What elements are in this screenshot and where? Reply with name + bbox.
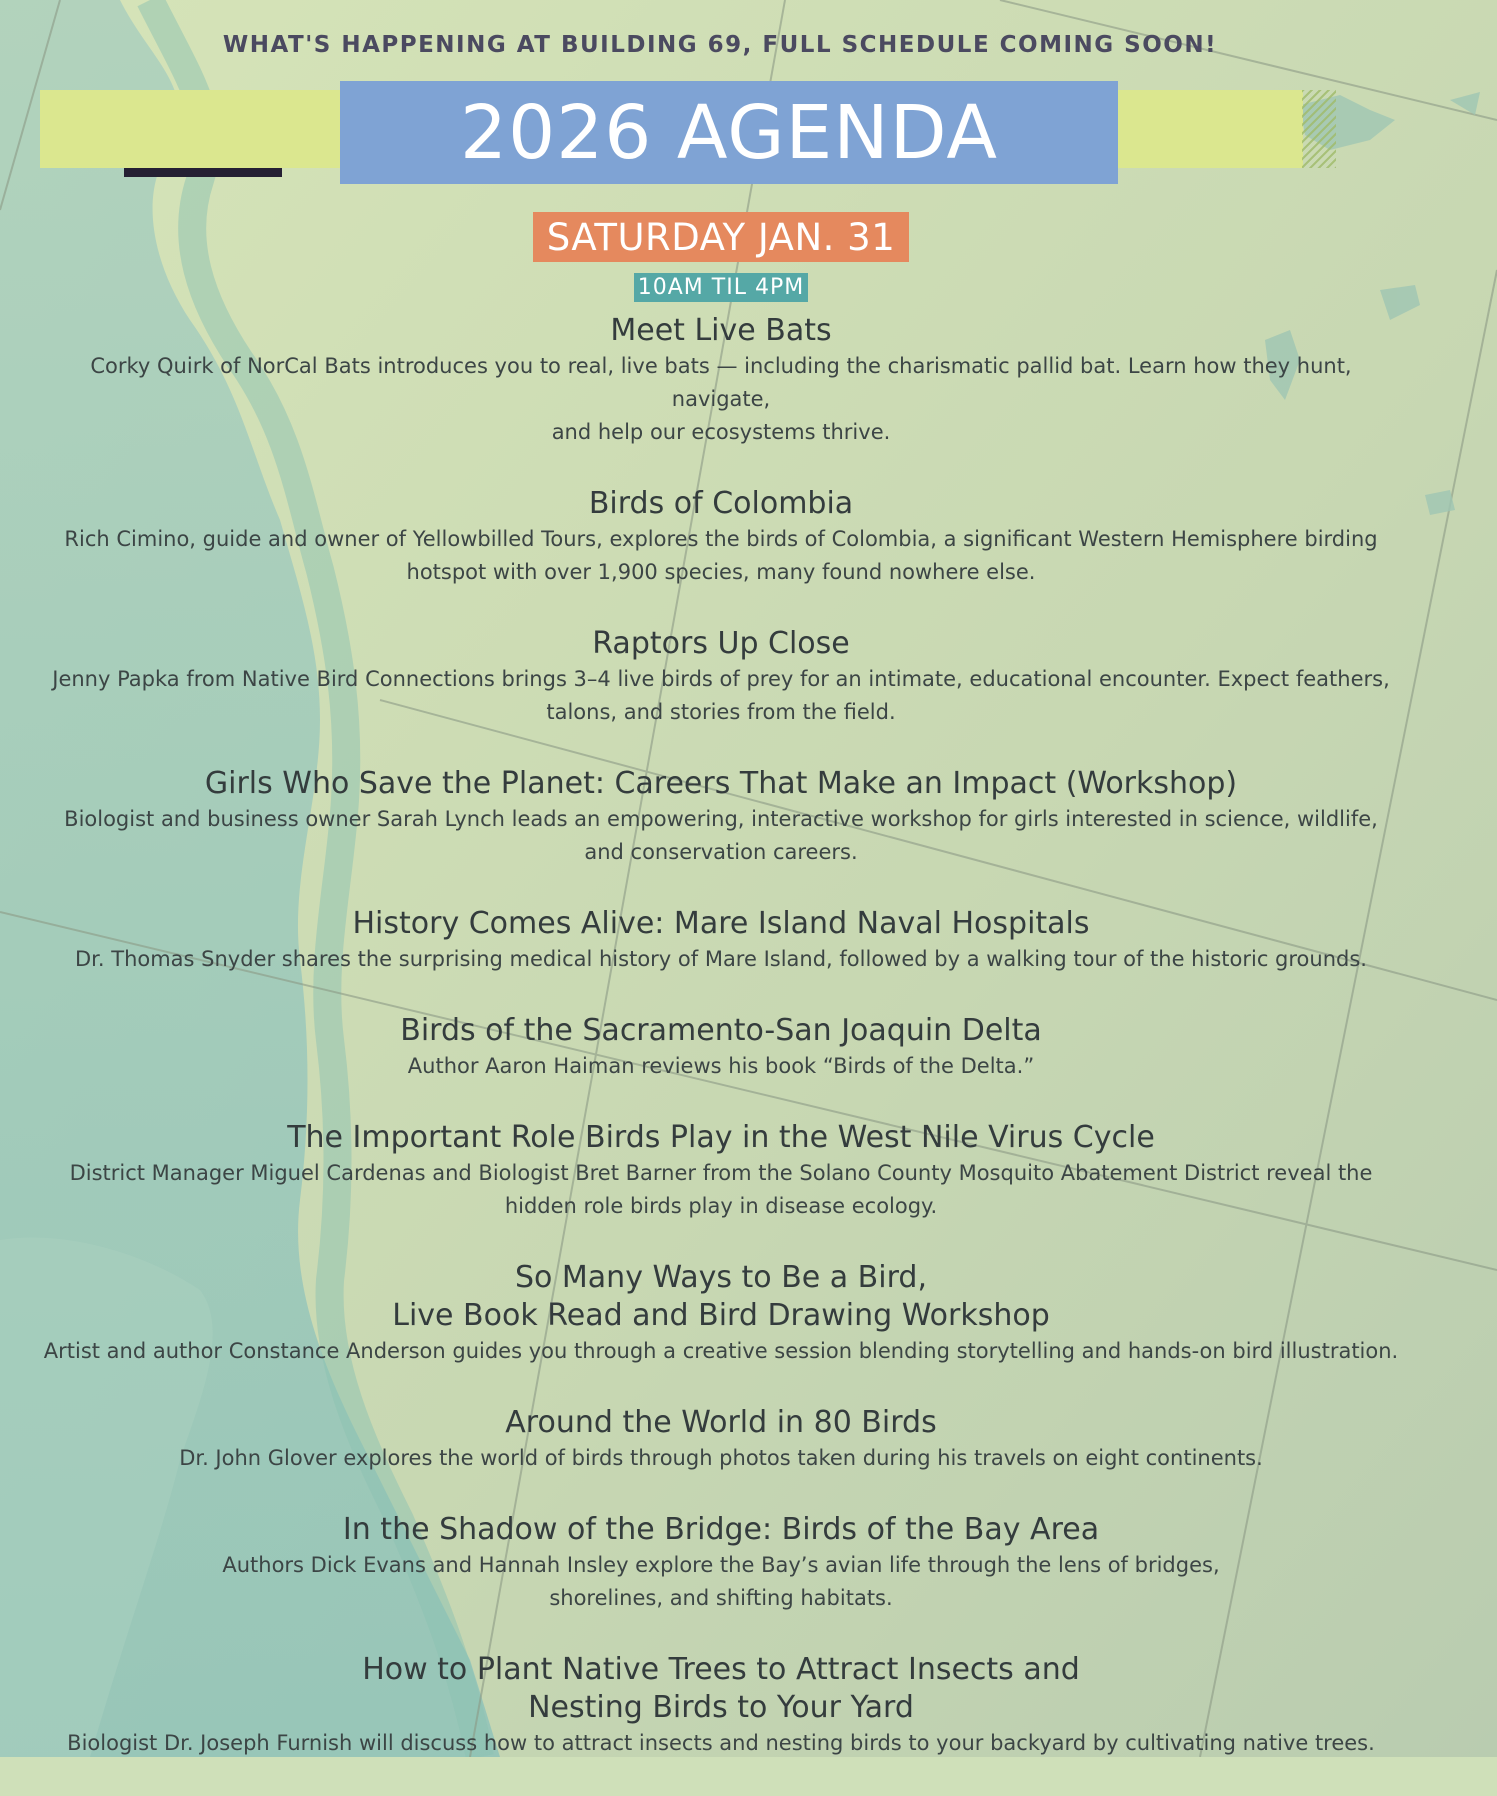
session-item: [40, 1259, 1402, 1368]
dark-accent-bar: [124, 168, 282, 177]
session-title: Girls Who Save the Planet: Careers That Make an Impact (Workshop): [204, 766, 1238, 801]
session-item: [40, 625, 1402, 729]
event-time: 10AM TIL 4PM: [637, 275, 805, 300]
session-title: Raptors Up Close: [592, 626, 850, 661]
accent-band-left: [40, 90, 340, 168]
session-description: Rich Cimino, guide and owner of Yellowbilled Tours, explores the birds of Colombia, a significant Western Hemisphere birding hotspot with over 1,900 species, many found nowhere else.: [64, 527, 1378, 584]
session-description: Jenny Papka from Native Bird Connections brings 3–4 live birds of prey for an intimate, educational encounter. Expect feathers, talons, and stories from the field.: [52, 667, 1390, 724]
date-badge: [533, 212, 909, 262]
session-item: [40, 1404, 1402, 1475]
top-tagline: WHAT'S HAPPENING AT BUILDING 69, FULL SCHEDULE COMING SOON!: [222, 32, 1218, 58]
event-date: SATURDAY JAN. 31: [546, 215, 896, 259]
session-title: The Important Role Birds Play in the West Nile Virus Cycle: [287, 1120, 1155, 1155]
session-description: Author Aaron Haiman reviews his book “Birds of the Delta.”: [407, 1054, 1035, 1078]
session-item: [40, 312, 1402, 449]
session-title: In the Shadow of the Bridge: Birds of the Bay Area: [342, 1512, 1100, 1547]
session-title: Birds of Colombia: [588, 486, 854, 521]
session-item: [40, 1012, 1402, 1083]
session-item: [40, 905, 1402, 976]
time-badge: [634, 273, 808, 302]
hatched-accent: [1302, 90, 1336, 168]
session-description: Authors Dick Evans and Hannah Insley explore the Bay’s avian life through the lens of bridges, shorelines, and shifting habitats.: [222, 1553, 1220, 1610]
session-description: Biologist Dr. Joseph Furnish will discuss how to attract insects and nesting birds to your backyard by cultivating native trees.: [67, 1731, 1375, 1755]
page-title: 2026 AGENDA: [460, 89, 998, 176]
session-title: Birds of the Sacramento-San Joaquin Delta: [400, 1013, 1042, 1048]
session-description: District Manager Miguel Cardenas and Biologist Bret Barner from the Solano County Mosquito Abatement District reveal the hidden role birds play in disease ecology.: [69, 1161, 1373, 1218]
session-item: [40, 1119, 1402, 1223]
session-item: [40, 1511, 1402, 1615]
session-title: How to Plant Native Trees to Attract Insects and Nesting Birds to Your Yard: [362, 1652, 1080, 1725]
session-title: Around the World in 80 Birds: [505, 1405, 937, 1440]
session-item: [40, 1651, 1402, 1760]
session-item: [40, 485, 1402, 589]
session-title: Meet Live Bats: [610, 313, 832, 348]
session-description: Biologist and business owner Sarah Lynch leads an empowering, interactive workshop for girls interested in science, wildlife, and conservation careers.: [64, 807, 1378, 864]
session-description: Corky Quirk of NorCal Bats introduces you to real, live bats — including the charismatic pallid bat. Learn how they hunt, navigate, and help our ecosystems thrive.: [90, 354, 1352, 444]
session-description: Dr. Thomas Snyder shares the surprising medical history of Mare Island, followed by a walking tour of the historic grounds.: [75, 947, 1367, 971]
accent-band-right: [1118, 90, 1303, 168]
title-banner: [340, 81, 1118, 184]
session-description: Dr. John Glover explores the world of birds through photos taken during his travels on eight continents.: [179, 1446, 1263, 1470]
session-item: [40, 765, 1402, 869]
session-title: So Many Ways to Be a Bird, Live Book Read and Bird Drawing Workshop: [392, 1260, 1050, 1333]
session-description: Artist and author Constance Anderson guides you through a creative session blending storytelling and hands-on bird illustration.: [43, 1339, 1399, 1363]
session-list: [40, 312, 1402, 1796]
session-title: History Comes Alive: Mare Island Naval Hospitals: [352, 906, 1090, 941]
